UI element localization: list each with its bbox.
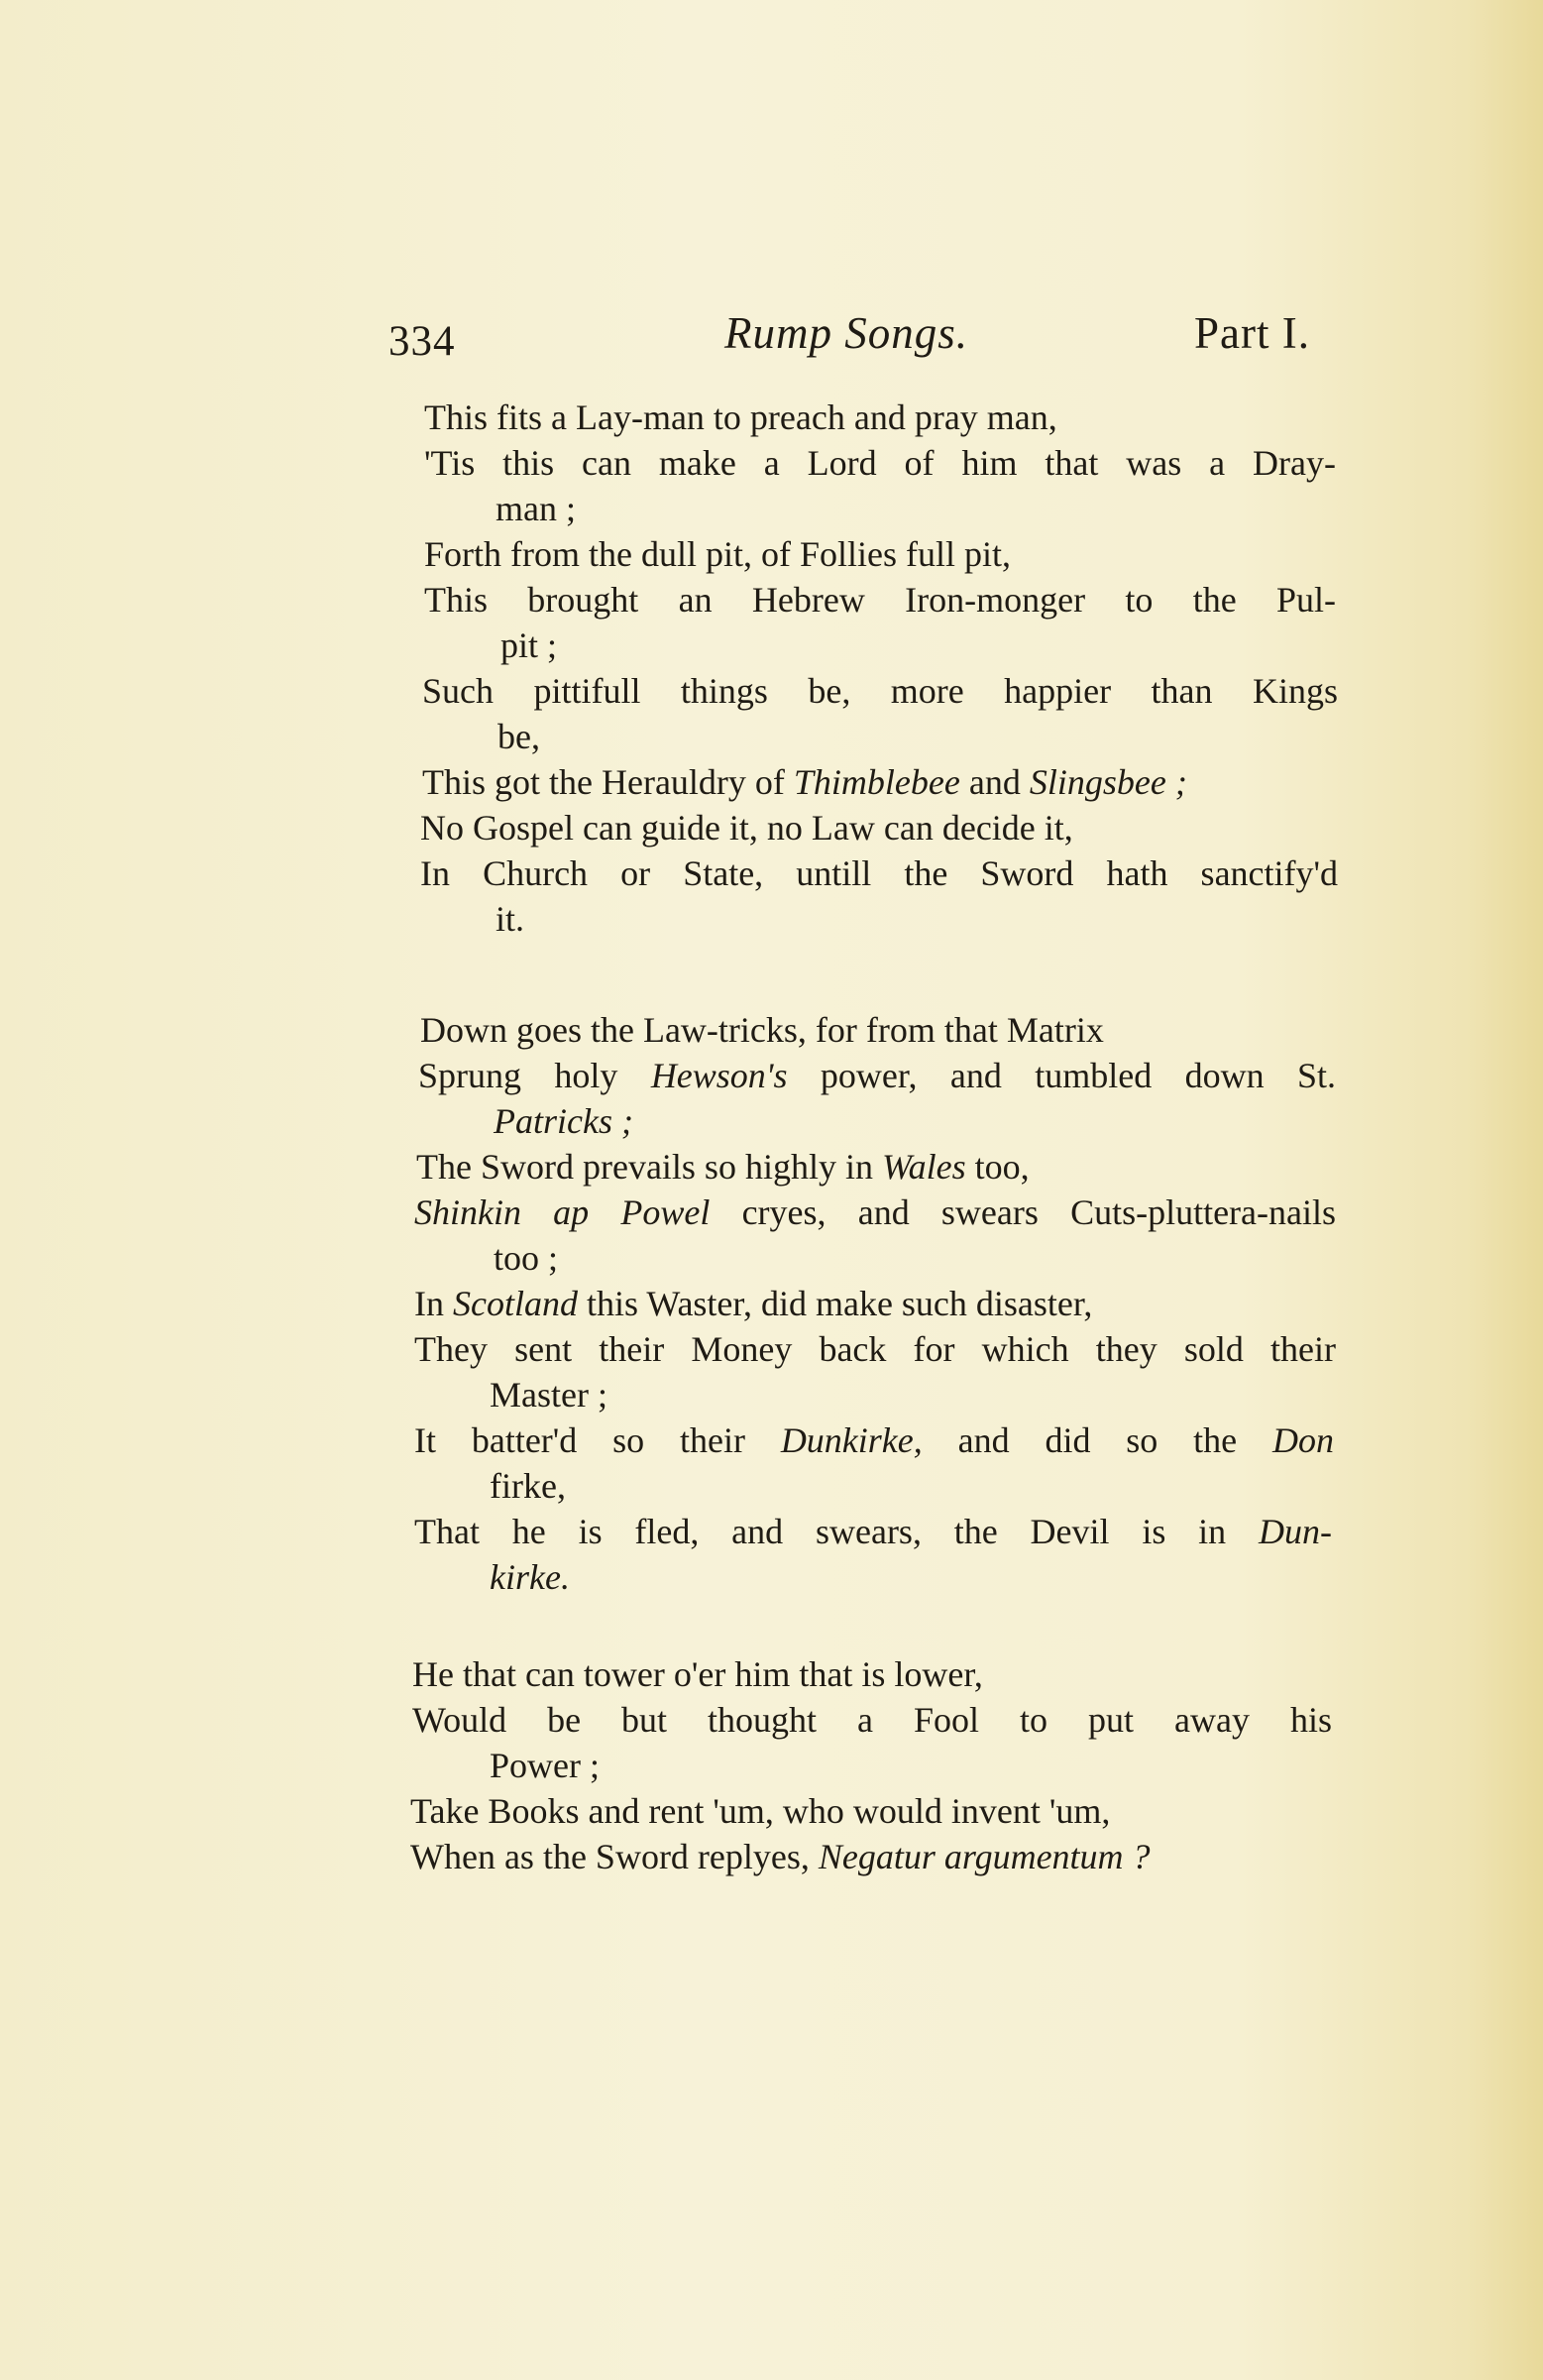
poem-line: Would be but thought a Fool to put away his xyxy=(412,1700,1332,1740)
poem-line: Forth from the dull pit, of Follies full pit, xyxy=(424,534,1011,574)
poem-line-continuation: be, xyxy=(497,717,540,756)
poem-line-continuation: Patricks ; xyxy=(494,1101,633,1141)
poem-line: Shinkin ap Powel cryes, and swears Cuts-pluttera-nails xyxy=(414,1192,1337,1232)
poem-line: No Gospel can guide it, no Law can decide it, xyxy=(420,808,1073,848)
part-label: Part I. xyxy=(1194,308,1310,358)
poem-line: He that can tower o'er him that is lower, xyxy=(412,1654,983,1694)
poem-line: Down goes the Law-tricks, for from that Matrix xyxy=(420,1010,1104,1050)
poem-line: This got the Herauldry of Thimblebee and Slingsbee ; xyxy=(422,762,1187,802)
running-header xyxy=(0,297,1543,377)
poem-line: Such pittifull things be, more happier than Kings xyxy=(422,671,1338,711)
poem-line: Take Books and rent 'um, who would invent 'um, xyxy=(410,1791,1111,1831)
poem-line: This fits a Lay-man to preach and pray man, xyxy=(424,397,1057,437)
poem-line: They sent their Money back for which they sold their xyxy=(414,1329,1336,1369)
poem-line: This brought an Hebrew Iron-monger to the Pul- xyxy=(424,580,1336,620)
poem-line-continuation: kirke. xyxy=(490,1557,570,1597)
poem-line-continuation: man ; xyxy=(496,489,576,528)
running-title: Rump Songs. xyxy=(724,308,968,358)
poem-line-continuation: it. xyxy=(496,899,525,939)
poem-line-continuation: Power ; xyxy=(490,1746,600,1785)
poem-line: When as the Sword replyes, Negatur argumentum ? xyxy=(410,1837,1151,1876)
poem-line: That he is fled, and swears, the Devil is in Dun- xyxy=(414,1512,1332,1551)
poem-line: It batter'd so their Dunkirke, and did so the Don xyxy=(414,1420,1334,1460)
poem-line: Sprung holy Hewson's power, and tumbled down St. xyxy=(418,1056,1337,1095)
page-number: 334 xyxy=(388,318,456,365)
poem-line: In Church or State, untill the Sword hath sanctify'd xyxy=(420,853,1338,893)
poem-line-continuation: firke, xyxy=(490,1466,566,1506)
poem-line: The Sword prevails so highly in Wales too, xyxy=(416,1147,1030,1187)
poem-line-continuation: too ; xyxy=(494,1238,559,1278)
poem-line-continuation: pit ; xyxy=(500,625,558,665)
poem-line: In Scotland this Waster, did make such disaster, xyxy=(414,1284,1093,1323)
poem-line: 'Tis this can make a Lord of him that was a Dray- xyxy=(424,443,1336,483)
poem-line-continuation: Master ; xyxy=(490,1375,607,1415)
